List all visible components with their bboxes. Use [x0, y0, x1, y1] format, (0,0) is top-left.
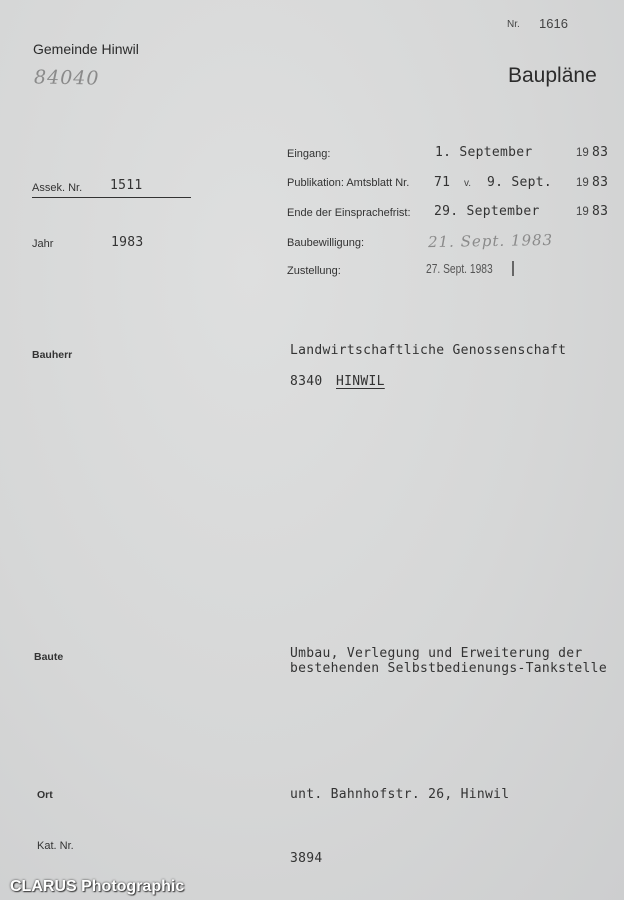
baubewilligung-value: 21. Sept. 1983 — [427, 230, 554, 252]
eingang-label: Eingang: — [287, 148, 331, 160]
bauherr-label: Bauherr — [32, 349, 73, 361]
einsprache-value: 29. September — [434, 204, 540, 219]
baute-label: Baute — [34, 651, 64, 663]
municipality-name: Gemeinde Hinwil — [33, 41, 139, 57]
baute-line1: Umbau, Verlegung und Erweiterung der — [290, 646, 583, 661]
zustellung-label: Zustellung: — [287, 265, 341, 277]
nr-label: Nr. — [507, 19, 520, 30]
handwritten-code: 84040 — [33, 66, 100, 90]
ort-value: unt. Bahnhofstr. 26, Hinwil — [290, 787, 510, 802]
zustellung-stamp: 27. Sept. 1983 — [426, 262, 493, 276]
baubewilligung-label: Baubewilligung: — [287, 237, 365, 249]
stamp-bracket — [512, 261, 514, 276]
publikation-century: 19 — [576, 177, 589, 189]
assek-value: 1511 — [110, 178, 143, 193]
bauherr-city: HINWIL — [336, 374, 385, 389]
einsprache-year: 83 — [592, 204, 609, 219]
jahr-value: 1983 — [111, 235, 144, 250]
publikation-v: v. — [464, 178, 472, 189]
jahr-label: Jahr — [32, 238, 54, 250]
assek-underline — [32, 197, 191, 198]
publikation-year: 83 — [592, 175, 609, 190]
bauherr-postcode: 8340 — [290, 374, 323, 389]
katnr-label: Kat. Nr. — [37, 840, 74, 852]
nr-value: 1616 — [539, 16, 568, 31]
einsprache-label: Ende der Einsprachefrist: — [287, 207, 411, 219]
bauherr-line1: Landwirtschaftliche Genossenschaft — [290, 343, 567, 358]
doc-title: Baupläne — [508, 64, 597, 87]
einsprache-century: 19 — [576, 206, 589, 218]
publikation-label: Publikation: Amtsblatt Nr. — [287, 177, 410, 189]
baute-line2: bestehenden Selbstbedienungs-Tankstelle — [290, 661, 607, 676]
watermark: CLARUS Photographic — [10, 878, 185, 895]
eingang-century: 19 — [576, 147, 589, 159]
assek-label: Assek. Nr. — [32, 182, 83, 194]
katnr-value: 3894 — [290, 851, 323, 866]
eingang-year: 83 — [592, 145, 609, 160]
ort-label: Ort — [37, 789, 53, 801]
publikation-number: 71 — [434, 175, 451, 190]
eingang-value: 1. September — [435, 145, 533, 160]
publikation-date: 9. Sept. — [487, 175, 553, 190]
